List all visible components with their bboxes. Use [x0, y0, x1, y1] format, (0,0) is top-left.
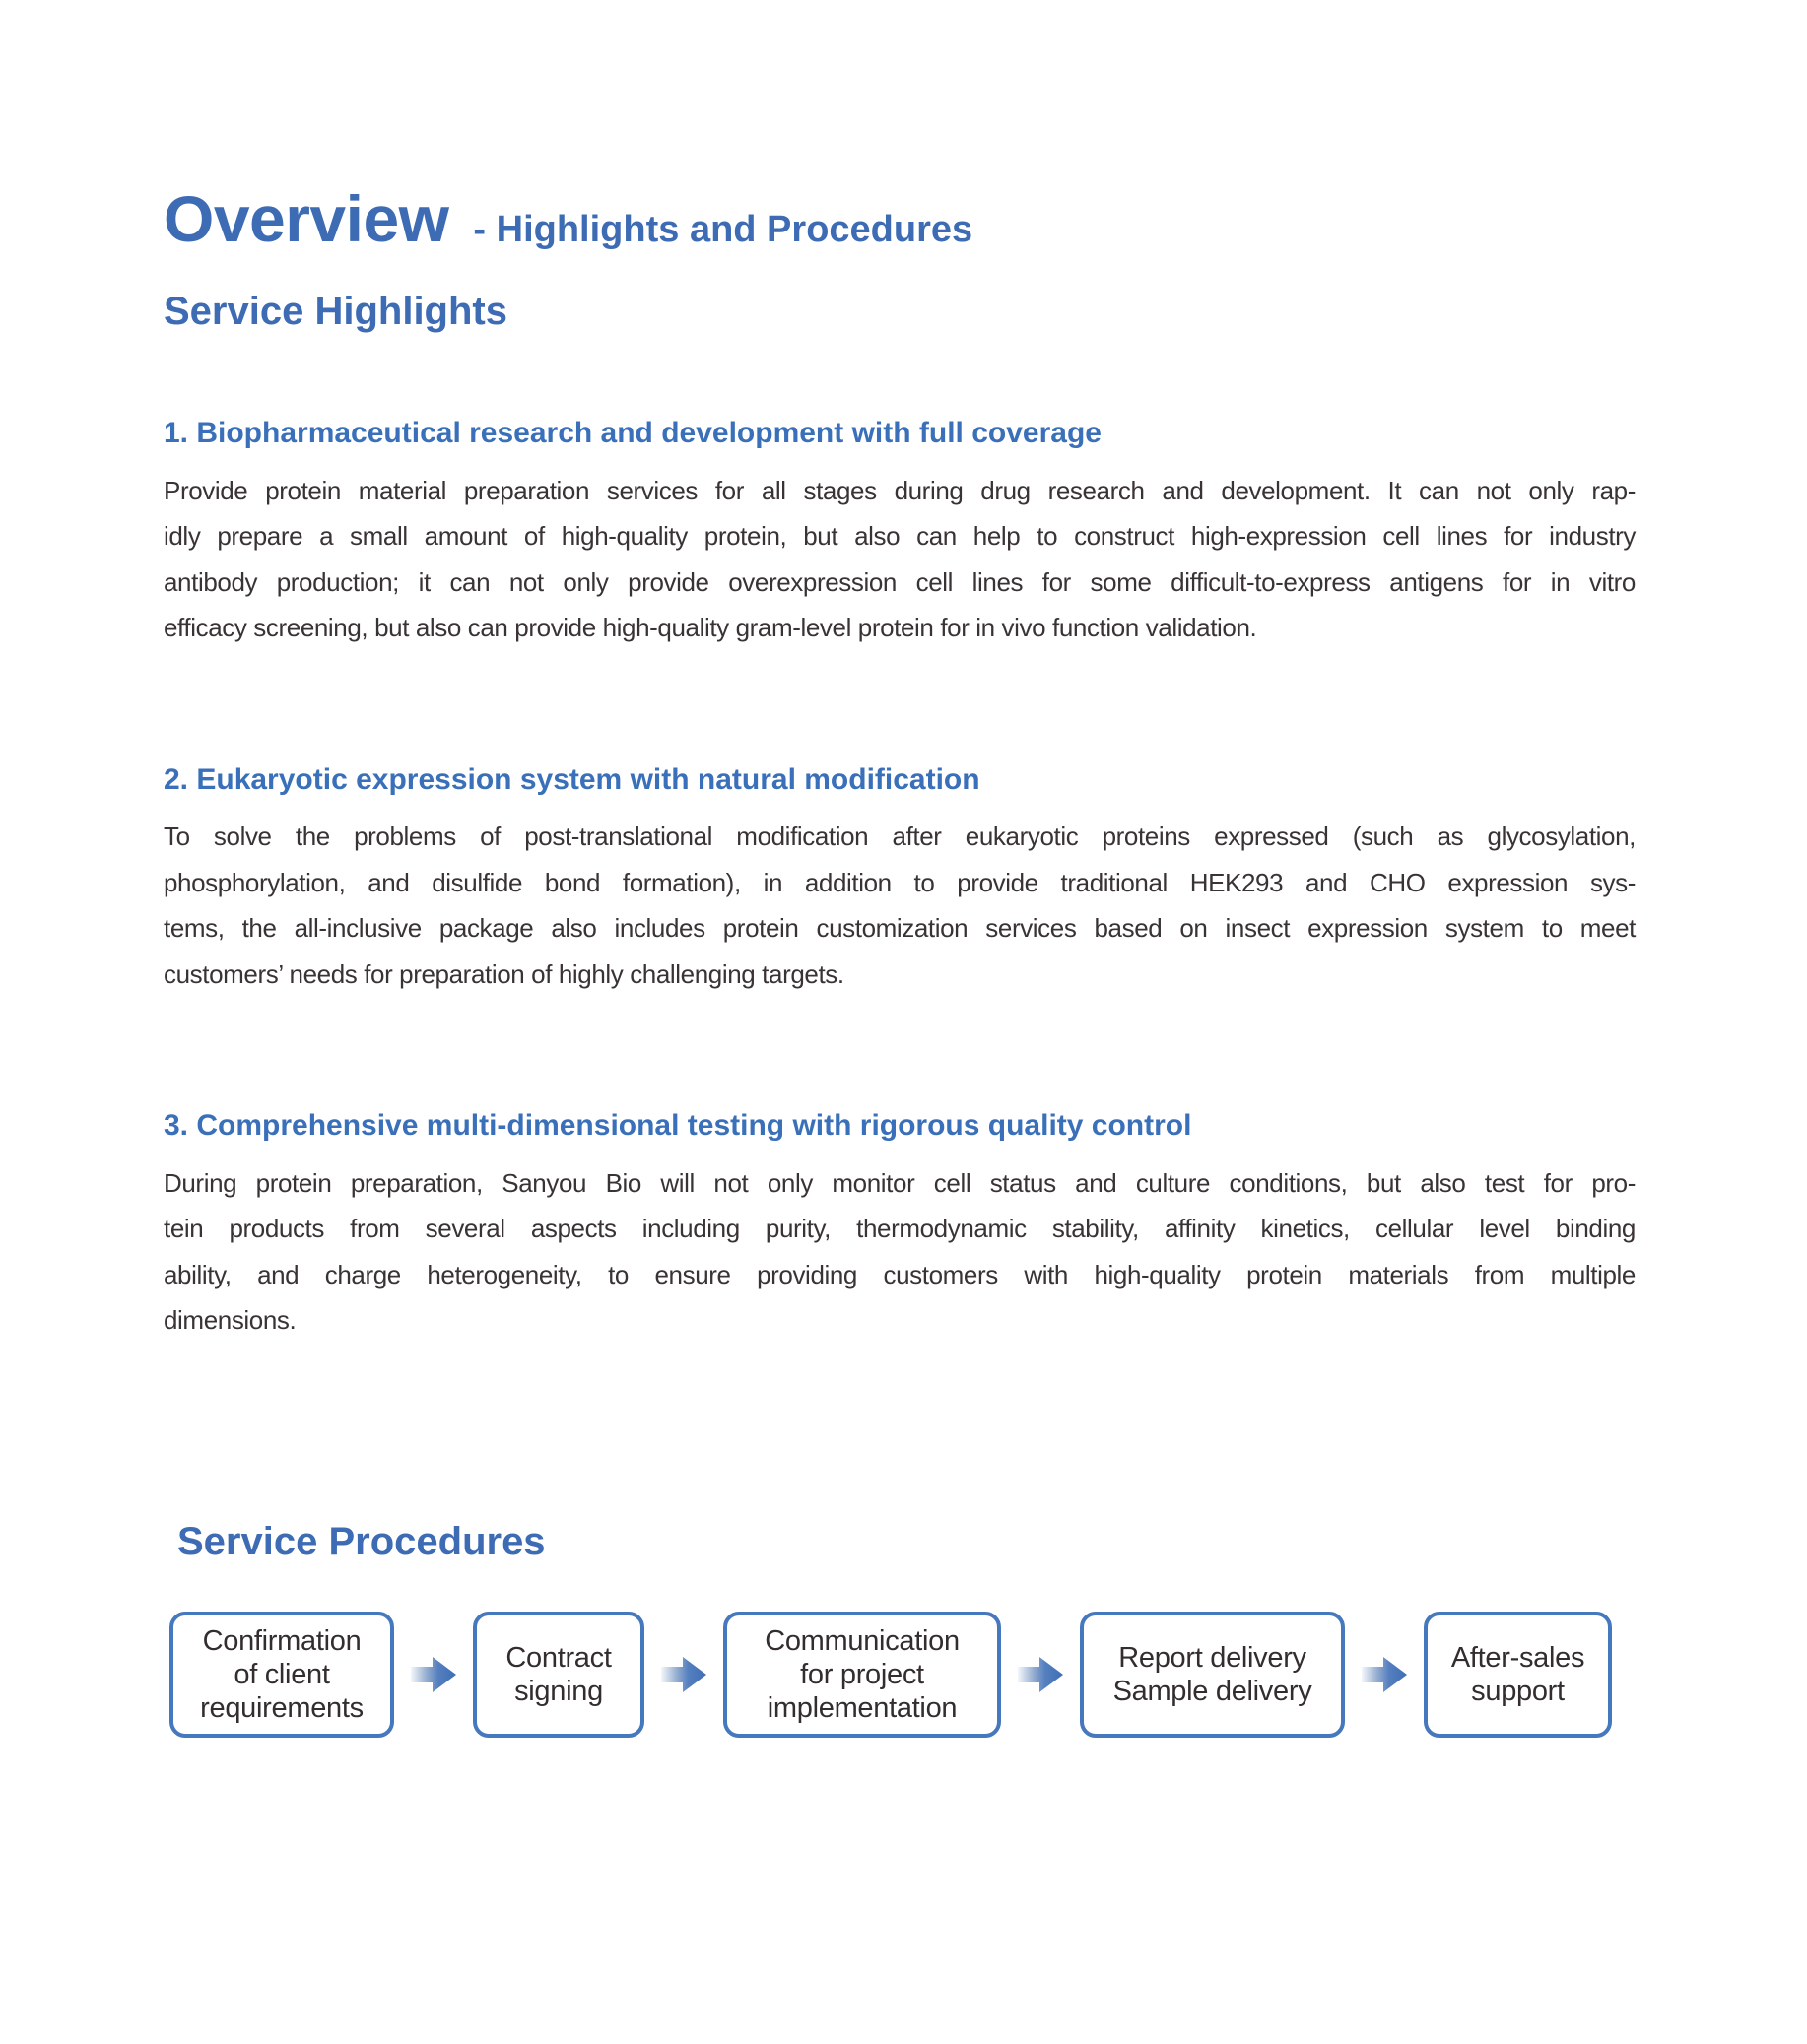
arrow-right-icon — [411, 1653, 456, 1696]
highlight-heading: 1. Biopharmaceutical research and development with full coverage — [164, 417, 1102, 450]
procedure-step-label: Report delivery — [1118, 1641, 1306, 1674]
procedure-step-label: implementation — [767, 1691, 958, 1724]
procedure-step-label: signing — [514, 1675, 603, 1707]
paragraph-line: customers’ needs for preparation of highly challenging targets. — [164, 958, 844, 989]
paragraph-line: dimensions. — [164, 1305, 297, 1336]
highlight-paragraph — [164, 1160, 1636, 1344]
paragraph-line: To solve the problems of post-translational modification after eukaryotic proteins expressed (such as glycosylation, — [164, 822, 1636, 852]
paragraph-line: idly prepare a small amount of high-quality protein, but also can help to construct high-expression cell lines for industry — [164, 521, 1636, 552]
paragraph-line: During protein preparation, Sanyou Bio will not only monitor cell status and culture conditions, but also test for pro- — [164, 1167, 1636, 1198]
procedure-step-label: Contract — [505, 1641, 612, 1674]
procedure-step-label: Sample delivery — [1112, 1675, 1312, 1707]
procedure-step-label: Communication — [765, 1624, 960, 1657]
procedure-step — [723, 1612, 1001, 1738]
arrow-right-icon — [1362, 1653, 1407, 1696]
paragraph-line: antibody production; it can not only provide overexpression cell lines for some difficult-to-express antigens for in vitro — [164, 566, 1636, 597]
highlight-paragraph — [164, 814, 1636, 997]
highlight-heading: 2. Eukaryotic expression system with natural modification — [164, 762, 980, 796]
highlight-section — [164, 761, 1636, 998]
doc-header — [164, 182, 1636, 334]
paragraph-line: Provide protein material preparation services for all stages during drug research and development. It can not only rap- — [164, 475, 1636, 505]
paragraph-line: ability, and charge heterogeneity, to ensure providing customers with high-quality protein materials from multiple — [164, 1259, 1636, 1289]
highlights-sections — [164, 415, 1636, 1344]
procedure-step-label: Confirmation — [202, 1624, 362, 1657]
procedure-step-label: support — [1471, 1675, 1565, 1707]
procedures-section — [164, 1519, 1636, 1738]
highlight-paragraph — [164, 468, 1636, 651]
procedure-step-label: for project — [800, 1658, 924, 1690]
procedure-step-label: After-sales — [1450, 1641, 1585, 1674]
paragraph-line: tein products from several aspects including purity, thermodynamic stability, affinity kinetics, cellular level binding — [164, 1214, 1636, 1244]
arrow-right-icon — [661, 1653, 706, 1696]
procedure-step — [473, 1612, 644, 1738]
arrow-right-icon — [1018, 1653, 1063, 1696]
page-title — [164, 182, 1636, 255]
procedure-flow — [169, 1612, 1636, 1738]
highlight-heading: 3. Comprehensive multi-dimensional testing with rigorous quality control — [164, 1109, 1192, 1143]
procedure-step-label: of client — [234, 1658, 330, 1690]
paragraph-line: efficacy screening, but also can provide high-quality gram-level protein for in vivo function validation. — [164, 613, 1257, 643]
service-highlights-heading: Service Highlights — [164, 290, 507, 334]
procedure-step — [169, 1612, 394, 1738]
paragraph-line: tems, the all-inclusive package also includes protein customization services based on insect expression system to meet — [164, 913, 1636, 944]
procedure-step-label: requirements — [200, 1691, 364, 1724]
page-title-text: Overview — [164, 182, 449, 255]
highlight-section — [164, 1107, 1636, 1344]
service-procedures-heading: Service Procedures — [177, 1519, 546, 1563]
page-subtitle: - Highlights and Procedures — [473, 209, 973, 250]
paragraph-line: phosphorylation, and disulfide bond formation), in addition to provide traditional HEK293 and CHO expression sys- — [164, 867, 1636, 897]
procedure-step — [1424, 1612, 1612, 1738]
procedure-step — [1080, 1612, 1345, 1738]
highlight-section — [164, 415, 1636, 651]
